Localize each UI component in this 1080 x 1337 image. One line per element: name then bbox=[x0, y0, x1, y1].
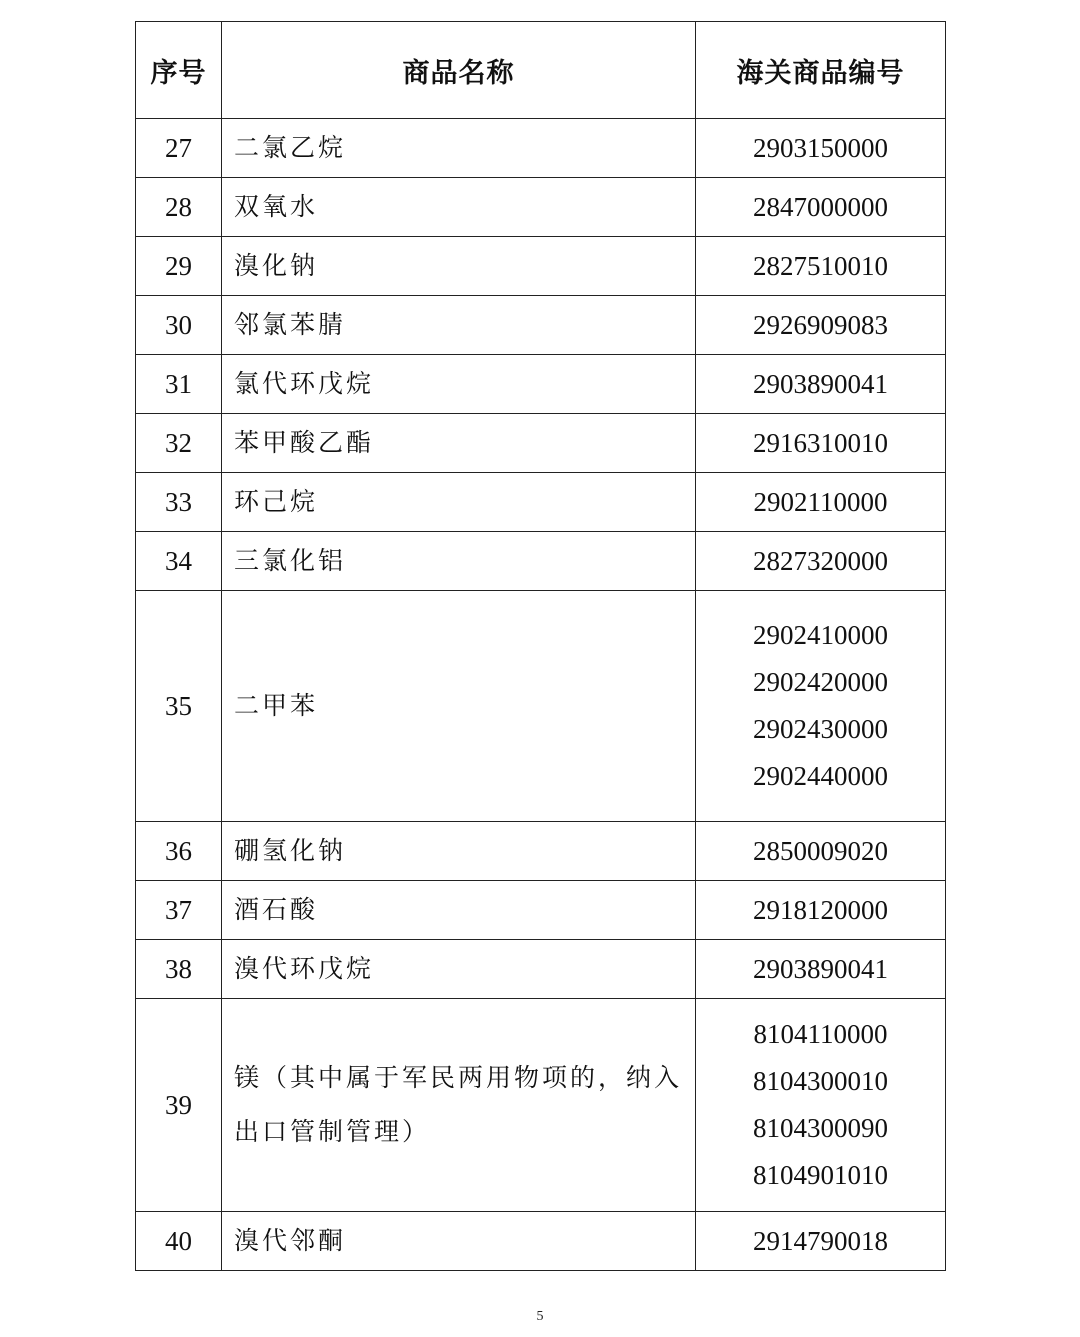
row-name: 溴代环戊烷 bbox=[222, 940, 696, 999]
row-seq: 30 bbox=[136, 296, 222, 355]
header-seq: 序号 bbox=[136, 22, 222, 119]
row-code: 2902420000 bbox=[753, 667, 888, 697]
table-row bbox=[136, 473, 946, 532]
row-code: 2926909083 bbox=[753, 309, 888, 340]
row-code: 2903890041 bbox=[753, 368, 888, 399]
row-seq: 38 bbox=[136, 940, 222, 999]
row-name: 二氯乙烷 bbox=[222, 119, 696, 178]
row-seq: 37 bbox=[136, 881, 222, 940]
row-name: 硼氢化钠 bbox=[222, 822, 696, 881]
table-row bbox=[136, 237, 946, 296]
row-codes bbox=[696, 119, 946, 178]
table-row bbox=[136, 178, 946, 237]
row-seq: 33 bbox=[136, 473, 222, 532]
row-code: 2914790018 bbox=[753, 1225, 888, 1256]
goods-table bbox=[135, 21, 946, 1271]
row-code: 2902430000 bbox=[753, 714, 888, 744]
table-row bbox=[136, 355, 946, 414]
table-row bbox=[136, 296, 946, 355]
table-row bbox=[136, 822, 946, 881]
table-header-row bbox=[136, 22, 946, 119]
row-seq: 36 bbox=[136, 822, 222, 881]
row-code: 2902440000 bbox=[753, 761, 888, 791]
row-name: 溴代邻酮 bbox=[222, 1212, 696, 1271]
row-seq: 34 bbox=[136, 532, 222, 591]
row-code: 2903150000 bbox=[753, 132, 888, 163]
row-name: 二甲苯 bbox=[222, 591, 696, 822]
table-row bbox=[136, 119, 946, 178]
row-code: 2827510010 bbox=[753, 250, 888, 281]
table-body bbox=[136, 119, 946, 1271]
row-name: 三氯化铝 bbox=[222, 532, 696, 591]
row-name: 溴化钠 bbox=[222, 237, 696, 296]
page-number: 5 bbox=[536, 1309, 544, 1324]
row-codes bbox=[696, 1212, 946, 1271]
row-name: 邻氯苯腈 bbox=[222, 296, 696, 355]
row-name: 双氧水 bbox=[222, 178, 696, 237]
row-code: 8104110000 bbox=[753, 1019, 888, 1049]
row-code: 2903890041 bbox=[753, 953, 888, 984]
table-row bbox=[136, 940, 946, 999]
row-seq: 40 bbox=[136, 1212, 222, 1271]
row-codes bbox=[696, 355, 946, 414]
row-name: 酒石酸 bbox=[222, 881, 696, 940]
row-codes bbox=[696, 822, 946, 881]
row-name: 环己烷 bbox=[222, 473, 696, 532]
row-name: 氯代环戊烷 bbox=[222, 355, 696, 414]
table-row bbox=[136, 591, 946, 822]
header-name: 商品名称 bbox=[222, 22, 696, 119]
row-seq: 35 bbox=[136, 591, 222, 822]
row-seq: 31 bbox=[136, 355, 222, 414]
row-codes bbox=[696, 940, 946, 999]
row-code: 2847000000 bbox=[753, 191, 888, 222]
row-code: 8104901010 bbox=[753, 1160, 888, 1190]
row-codes bbox=[696, 414, 946, 473]
row-seq: 28 bbox=[136, 178, 222, 237]
row-code: 2902110000 bbox=[753, 486, 888, 517]
row-codes bbox=[696, 591, 946, 822]
row-seq: 32 bbox=[136, 414, 222, 473]
row-code: 2902410000 bbox=[753, 620, 888, 650]
table-row bbox=[136, 1212, 946, 1271]
row-code: 8104300090 bbox=[753, 1113, 888, 1143]
row-codes bbox=[696, 178, 946, 237]
row-seq: 29 bbox=[136, 237, 222, 296]
row-seq: 27 bbox=[136, 119, 222, 178]
row-codes bbox=[696, 881, 946, 940]
table-row bbox=[136, 881, 946, 940]
row-codes bbox=[696, 296, 946, 355]
table-row bbox=[136, 999, 946, 1212]
row-code: 2827320000 bbox=[753, 545, 888, 576]
row-code: 2918120000 bbox=[753, 894, 888, 925]
table-row bbox=[136, 532, 946, 591]
row-code: 2850009020 bbox=[753, 835, 888, 866]
row-codes bbox=[696, 473, 946, 532]
row-codes bbox=[696, 237, 946, 296]
table-row bbox=[136, 414, 946, 473]
row-code: 2916310010 bbox=[753, 427, 888, 458]
header-code: 海关商品编号 bbox=[696, 22, 946, 119]
row-codes bbox=[696, 532, 946, 591]
row-code: 8104300010 bbox=[753, 1066, 888, 1096]
row-name: 苯甲酸乙酯 bbox=[222, 414, 696, 473]
row-seq: 39 bbox=[136, 999, 222, 1212]
row-codes bbox=[696, 999, 946, 1212]
row-name: 镁（其中属于军民两用物项的，纳入出口管制管理） bbox=[222, 999, 696, 1212]
